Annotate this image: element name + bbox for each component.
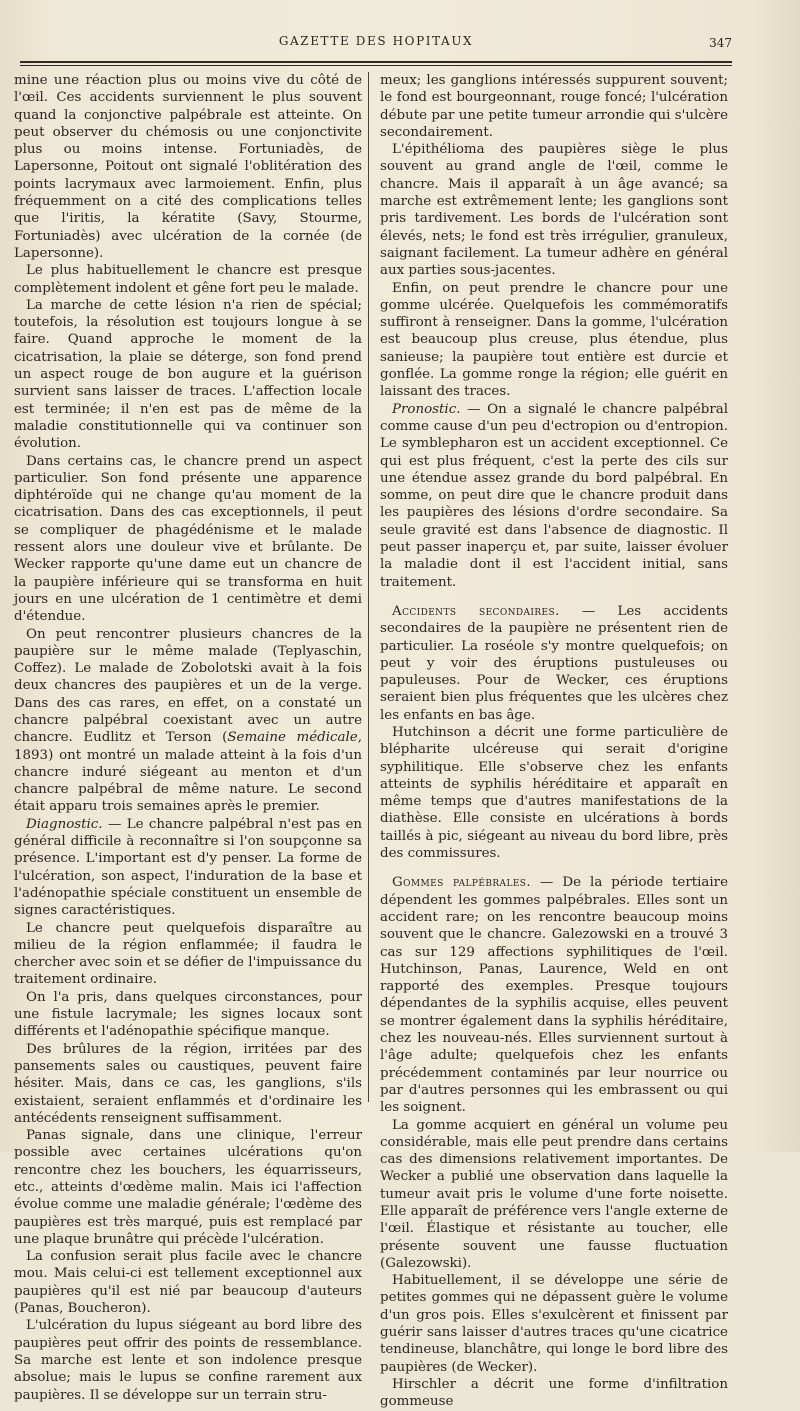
paragraph: La confusion serait plus facile avec le chancre mou. Mais celui-ci est tellement exceptionnel aux paupières qu'il est nié par beaucoup d'auteurs (Panas, Boucheron). [14, 1249, 362, 1317]
paragraph: Dans certains cas, le chancre prend un aspect particulier. Son fond présente une apparence diphtéroïde qui ne change qu'au moment de la cicatrisation. Dans des cas exceptionnels, il peut se compliquer de phagédénisme et le malade ressent alors une douleur vive et brûlante. De Wecker rapporte qu'une dame eut un chancre de la paupière inférieure qui se transforma en huit jours en une ulcération de 1 centimètre et demi d'étendue. [14, 453, 362, 625]
paragraph-text: — Les accidents secondaires de la paupière ne présentent rien de particulier. La roséole s'y montre quelquefois; on peut y voir des éruptions pustuleuses ou papuleuses. Pour de Wecker, ces éruptions seraient bien plus fréquentes que les ulcères chez les enfants en bas âge. [380, 603, 728, 723]
paragraph: Le chancre peut quelquefois disparaître au milieu de la région enflammée; il faudra le chercher avec soin et se défier de l'impuissance du traitement ordinaire. [14, 920, 362, 988]
paragraph [380, 401, 728, 591]
section-label-pronostic: Pronostic. [392, 401, 461, 417]
paragraph-text: , 1893) ont montré un malade atteint à la fois d'un chancre induré siégeant au menton et d'un chancre palpébral de même nature. Le second était apparu trois semaines après le premier. [14, 730, 362, 815]
paragraph: meux; les ganglions intéressés suppurent souvent; le fond est bourgeonnant, rouge foncé; l'ulcération débute par une petite tumeur arrondie qui s'ulcère secondairement. [380, 73, 728, 140]
paragraph: L'ulcération du lupus siégeant au bord libre des paupières peut offrir des points de ressemblance. Sa marche est lente et son indolence presque absolue; mais le lupus se confine rarement aux paupières. Il se développe sur un terrain stru- [14, 1318, 362, 1403]
paragraph: Hirschler a décrit une forme d'infiltration gommeuse [380, 1376, 728, 1410]
paragraph: mine une réaction plus ou moins vive du côté de l'œil. Ces accidents surviennent le plus souvent quand la conjonctive palpébrale est atteinte. On peut observer du chémosis ou une conjonctivite plus ou moins intense. Fortuniadès, de Lapersonne, Poitout ont signalé l'oblitération des points lacrymaux avec larmoiement. Enfin, plus fréquemment on a cité des complications telles que l'iritis, la kératite (Savy, Stourme, Fortuniadès) avec ulcération de la cornée (de Lapersonne). [14, 73, 362, 261]
paragraph: Habituellement, il se développe une série de petites gommes qui ne dépassent guère le volume d'un gros pois. Elles s'exulcèrent et finissent par guérir sans laisser d'autres traces qu'une cicatrice tendineuse, blanchâtre, qui longe le bord libre des paupières (de Wecker). [380, 1273, 728, 1375]
paragraph [14, 816, 362, 920]
section-heading-accidents-secondaires: Accidents secondaires. [392, 603, 560, 619]
paragraph: Panas signale, dans une clinique, l'erreur possible avec certaines ulcérations qu'on rencontre chez les bouchers, les équarrisseurs, etc., atteints d'œdème malin. Mais ici l'affection évolue comme une maladie générale; l'œdème des paupières est très marqué, puis est remplacé par une plaque brunâtre qui précède l'ulcération. [14, 1128, 362, 1247]
page-header [20, 34, 732, 54]
paragraph: L'épithélioma des paupières siège le plus souvent au grand angle de l'œil, comme le chancre. Mais il apparaît à un âge avancé; sa marche est extrêmement lente; les ganglions sont pris tardivement. Les bords de l'ulcération sont élevés, nets; le fond est très irrégulier, granuleux, saignant facilement. La tumeur adhère en général aux parties sous-jacentes. [380, 142, 728, 279]
column-divider [368, 72, 369, 1102]
paragraph: Le plus habituellement le chancre est presque complètement indolent et gêne fort peu le malade. [14, 263, 362, 296]
paragraph [380, 603, 728, 724]
running-title: GAZETTE DES HOPITAUX [278, 34, 474, 48]
paragraph-text: — De la période tertiaire dépendent les gommes palpébrales. Elles sont un accident rare; on les rencontre beaucoup moins souvent que le chancre. Galezowski en a trouvé 3 cas sur 129 affections syphilitiques de l'œil. Hutchinson, Panas, Laurence, Weld en ont rapporté des exemples. Presque toujours dépendantes de la syphilis acquise, elles peuvent se montrer également dans la syphilis héréditaire, chez les nouveau-nés. Elles surviennent surtout à l'âge adulte; quelquefois chez les enfants précédemment contaminés par leur nourrice ou par d'autres personnes qui les embrassent ou qui les soignent. [380, 875, 728, 1116]
header-rule-thick [20, 61, 732, 63]
section-label-diagnostic: Diagnostic. [26, 816, 103, 832]
paragraph-text: — On a signalé le chancre palpébral comme cause d'un peu d'ectropion ou d'entropion. Le symblepharon est un accident exceptionnel. Ce qui est plus fréquent, c'est la perte des cils sur une étendue assez grande du bord palpébral. En somme, on peut dire que le chancre produit dans les paupières des lésions d'ordre secondaire. Sa seule gravité est dans l'absence de diagnostic. Il peut passer inaperçu et, par suite, laisser évoluer la maladie dont il est l'accident initial, sans traitement. [380, 401, 728, 590]
paragraph-text: On peut rencontrer plusieurs chancres de la paupière sur le même malade (Teplyaschin, Coffez). Le malade de Zobolotski avait à la fois deux chancres des paupières et un de la verge. Dans des cas rares, en effet, on a constaté un chancre palpébral coexistant avec un autre chancre. Eudlitz et Terson ( [14, 626, 362, 746]
left-column [14, 72, 362, 1403]
paragraph: Hutchinson a décrit une forme particulière de blépharite ulcéreuse qui serait d'origine syphilitique. Elle s'observe chez les enfants atteints de syphilis héréditaire et apparaît en même temps que d'autres manifestations de la diathèse. Elle consiste en ulcérations à bords taillés à pic, siégeant au niveau du bord libre, près des commissures. [380, 724, 728, 862]
page-number: 347 [709, 36, 732, 50]
paragraph: Enfin, on peut prendre le chancre pour une gomme ulcérée. Quelquefois les commémoratifs suffiront à renseigner. Dans la gomme, l'ulcération est beaucoup plus creuse, plus étendue, plus sanieuse; la paupière tout entière est durcie et gonflée. La gomme ronge la région; elle guérit en laissant des traces. [380, 280, 728, 400]
citation-source: Semaine médicale [227, 730, 358, 746]
paragraph [380, 874, 728, 1116]
paragraph: La gomme acquiert en général un volume peu considérable, mais elle peut prendre dans certains cas des dimensions relativement importantes. De Wecker a publié une observation dans laquelle la tumeur avait pris le volume d'une forte noisette. Elle apparaît de préférence vers l'angle externe de l'œil. Élastique et résistante au toucher, elle présente souvent une fausse fluctuation (Galezowski). [380, 1117, 728, 1271]
header-rule-thin [20, 65, 732, 66]
right-column [380, 72, 728, 1410]
paragraph: Des brûlures de la région, irritées par des pansements sales ou caustiques, peuvent faire hésiter. Mais, dans ce cas, les ganglions, s'ils existaient, seraient enflammés et d'ordinaire les antécédents renseignent suffisamment. [14, 1041, 362, 1126]
section-heading-gommes-palpebrales: Gommes palpébrales. [392, 875, 532, 891]
paragraph: On l'a pris, dans quelques circonstances, pour une fistule lacrymale; les signes locaux sont différents et l'adénopathie spécifique manque. [14, 989, 362, 1040]
paragraph: La marche de cette lésion n'a rien de spécial; toutefois, la résolution est toujours longue à se faire. Quand approche le moment de la cicatrisation, la plaie se déterge, son fond prend un aspect rouge de bon augure et la guérison survient sans laisser de traces. L'affection locale est terminée; il n'en est pas de même de la maladie constitutionnelle qui va continuer son évolution. [14, 297, 362, 452]
paragraph-text: — Le chancre palpébral n'est pas en général difficile à reconnaître si l'on soupçonne sa présence. L'important est d'y penser. La forme de l'ulcération, son aspect, l'induration de la base et l'adénopathie spéciale constituent un ensemble de signes caractéristiques. [14, 816, 362, 919]
paragraph [14, 626, 362, 816]
